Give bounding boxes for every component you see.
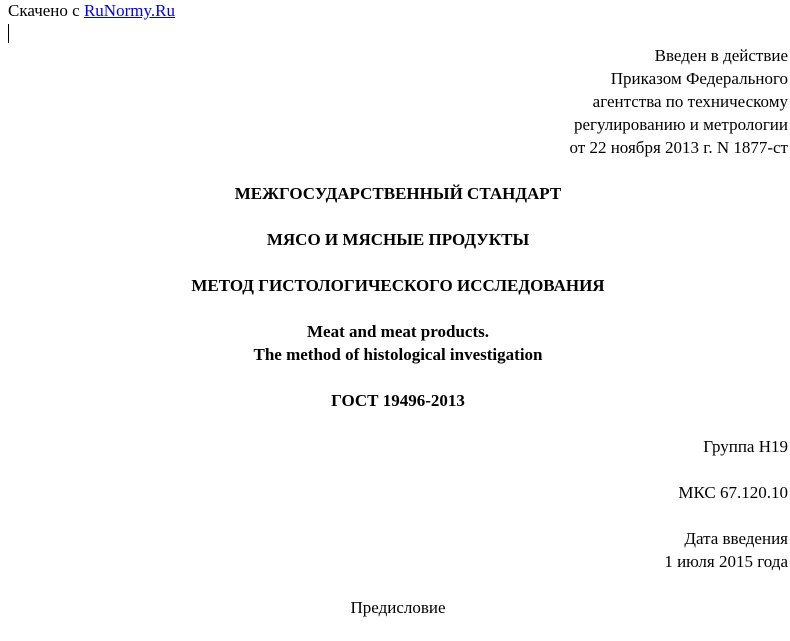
foreword-heading: Предисловие <box>350 598 446 617</box>
enactment-line: от 22 ноября 2013 г. N 1877-ст <box>569 138 788 157</box>
english-title-line-1: Meat and meat products. <box>307 322 489 341</box>
standard-type: МЕЖГОСУДАРСТВЕННЫЙ СТАНДАРТ <box>234 184 562 203</box>
introduction-date-label: Дата введения <box>684 529 788 548</box>
enactment-line: Введен в действие <box>654 46 788 65</box>
text-cursor <box>8 24 9 43</box>
introduction-date-block <box>664 527 788 573</box>
runormy-link[interactable]: RuNormy.Ru <box>83 1 175 20</box>
mks-code-text: МКС 67.120.10 <box>678 483 788 502</box>
introduction-date-value: 1 июля 2015 года <box>664 552 788 571</box>
standard-code: ГОСТ 19496-2013 <box>331 391 465 410</box>
english-title-line-2: The method of histological investigation <box>253 345 543 364</box>
enactment-line: Приказом Федерального <box>610 69 788 88</box>
mks-code <box>678 481 788 504</box>
download-note <box>8 1 175 21</box>
group-code-text: Группа Н19 <box>703 437 788 456</box>
standard-subtitle: МЕТОД ГИСТОЛОГИЧЕСКОГО ИССЛЕДОВАНИЯ <box>191 276 605 295</box>
group-code <box>703 435 788 458</box>
enactment-line: агентства по техническому <box>592 92 788 111</box>
download-note-prefix: Скачено с <box>8 1 84 20</box>
standard-title: МЯСО И МЯСНЫЕ ПРОДУКТЫ <box>266 230 530 249</box>
enactment-line: регулированию и метрологии <box>573 115 788 134</box>
enactment-block <box>570 44 789 159</box>
